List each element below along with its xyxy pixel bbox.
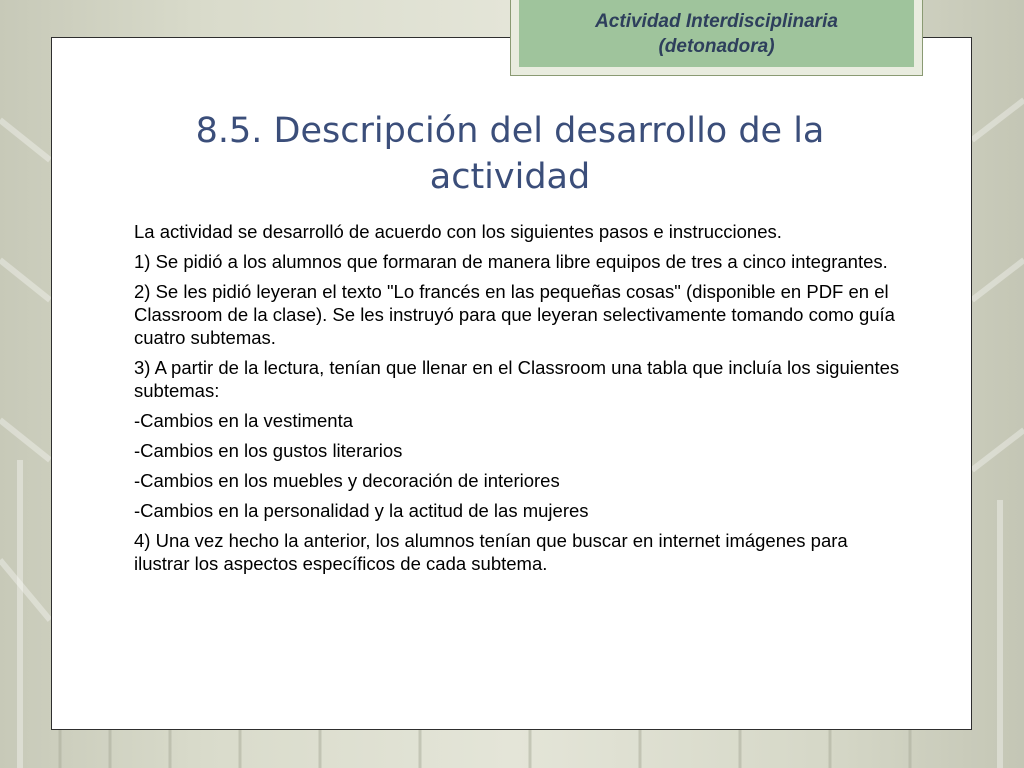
subtopic-item: -Cambios en los gustos literarios — [134, 440, 403, 461]
section-tab-line-2: (detonadora) — [658, 35, 775, 57]
step-2: 2) Se les pidió leyeran el texto "Lo francés en las pequeñas cosas" (disponible en PDF en el Classroom de la clase). Se les instruyó para que leyeran selectivamente tomando como guía cuatro subtemas. — [134, 281, 895, 348]
step-4: 4) Una vez hecho la anterior, los alumnos tenían que buscar en internet imágenes para ilustrar los aspectos específicos de cada subtema. — [134, 530, 848, 574]
section-tab — [519, 0, 914, 67]
body-intro: La actividad se desarrolló de acuerdo con los siguientes pasos e instrucciones. — [134, 221, 782, 242]
step-1: 1) Se pidió a los alumnos que formaran de manera libre equipos de tres a cinco integrantes. — [134, 251, 888, 272]
slide-title — [120, 108, 900, 200]
step-3: 3) A partir de la lectura, tenían que llenar en el Classroom una tabla que incluía los siguientes subtemas: — [134, 357, 900, 401]
slide-body — [134, 220, 904, 582]
subtopic-item: -Cambios en la vestimenta — [134, 410, 354, 431]
subtopic-item: -Cambios en los muebles y decoración de interiores — [134, 470, 560, 491]
slide-title-line-2: actividad — [429, 157, 591, 197]
subtopic-item: -Cambios en la personalidad y la actitud de las mujeres — [134, 500, 589, 521]
section-tab-line-1: Actividad Interdisciplinaria — [595, 10, 838, 32]
slide-title-line-1: 8.5. Descripción del desarrollo de la — [195, 111, 825, 151]
